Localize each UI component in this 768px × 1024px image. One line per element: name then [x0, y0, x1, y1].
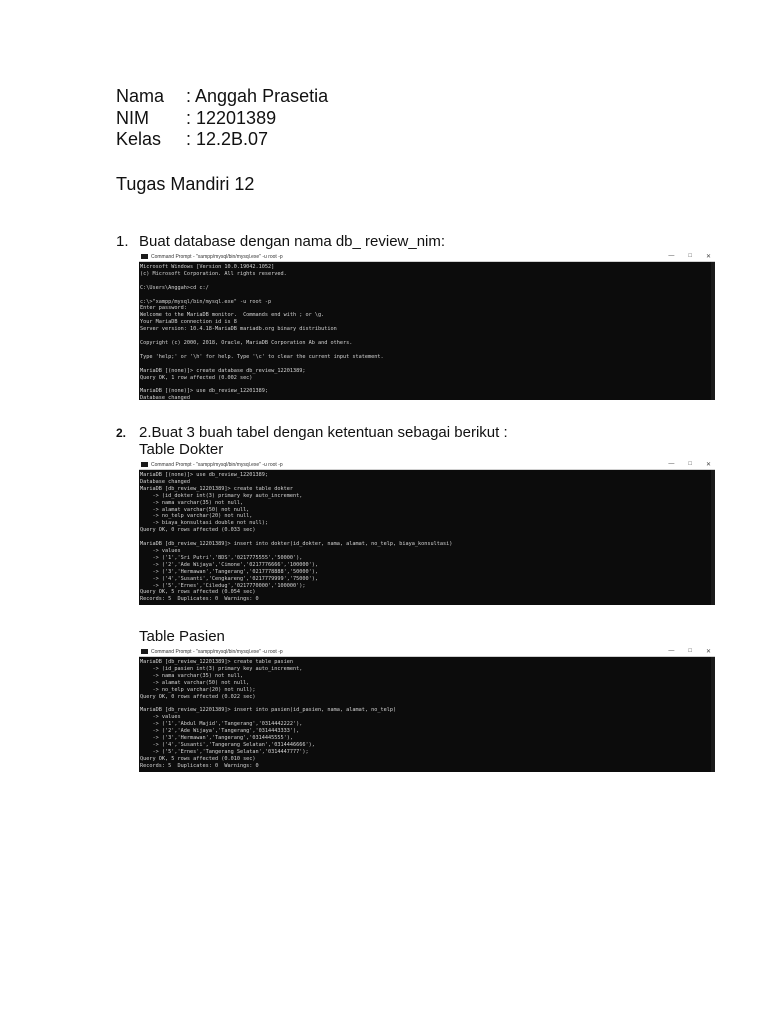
cmd-icon	[141, 649, 148, 654]
info-value: : Anggah Prasetia	[186, 86, 329, 106]
terminal-line: -> (id_dokter int(3) primary key auto_increment,	[140, 492, 303, 499]
terminal-line: -> ('2','Ade Wijaya','Tangerang','0314443333'),	[140, 728, 300, 735]
window-controls	[668, 461, 715, 468]
terminal-line: Database changed	[140, 395, 190, 402]
terminal-line: MariaDB [(none)]> use db_review_12201389;	[140, 472, 269, 478]
terminal-line	[140, 381, 715, 388]
terminal-line: c:\>"xampp/mysql/bin/mysql.exe" -u root -p	[140, 298, 272, 305]
terminal-line: -> alamat varchar(50) not null,	[140, 506, 250, 513]
item-text: Buat database dengan nama db_ review_nim:	[139, 233, 446, 250]
terminal-line	[140, 347, 715, 354]
close-icon: ✕	[705, 254, 711, 260]
terminal-screenshot-table-dokter	[139, 460, 715, 605]
terminal-line: -> alamat varchar(50) not null,	[140, 679, 250, 686]
terminal-output	[139, 470, 715, 603]
terminal-line: -> biaya_konsultasi double not null);	[140, 520, 269, 527]
terminal-line: -> ('4','Susanti','Cengkareng','0217779999','75000'),	[140, 575, 319, 582]
terminal-line	[140, 534, 715, 541]
window-title: Command Prompt - "xampp/mysql/bin/mysql.exe" -u root -p	[151, 648, 283, 655]
terminal-line: -> no_telp varchar(20) not null);	[140, 686, 256, 693]
terminal-line: -> ('2','Ade Wijaya','Cimone','0217776666','100000'),	[140, 561, 319, 568]
cmd-icon	[141, 254, 148, 259]
info-value: : 12.2B.07	[186, 129, 269, 149]
terminal-line: -> ('1','Abdul Majid','Tangerang','0314442222'),	[140, 721, 303, 728]
window-titlebar	[139, 252, 715, 262]
minimize-icon: —	[668, 253, 675, 259]
list-item-1	[116, 233, 445, 250]
terminal-line	[140, 333, 715, 340]
terminal-screenshot-table-pasien	[139, 647, 715, 772]
window-controls	[668, 648, 715, 655]
info-label: NIM	[116, 107, 149, 128]
terminal-line: Server version: 10.4.18-MariaDB mariadb.org binary distribution	[140, 326, 337, 333]
terminal-line: Records: 5 Duplicates: 0 Warnings: 0	[140, 762, 259, 769]
terminal-line: -> ('3','Hermawan','Tangerang','0314445555'),	[140, 734, 294, 741]
info-label: Kelas	[116, 129, 162, 149]
terminal-line: -> nama varchar(35) not null,	[140, 672, 244, 679]
terminal-line: MariaDB [db_review_12201389]> create table pasien	[140, 659, 294, 665]
info-row-kelas	[116, 129, 328, 151]
student-info	[116, 86, 328, 151]
terminal-line: Type 'help;' or '\h' for help. Type '\c' to clear the current input statement.	[140, 353, 384, 360]
item-text: 2.Buat 3 buah tabel dengan ketentuan sebagai berikut :	[139, 424, 508, 441]
info-row-nama	[116, 86, 328, 108]
terminal-line: Query OK, 5 rows affected (0.054 sec)	[140, 589, 256, 596]
terminal-line: MariaDB [(none)]> create database db_review_12201389;	[140, 367, 306, 374]
terminal-line: MariaDB [db_review_12201389]> insert into pasien(id_pasien, nama, alamat, no_telp)	[140, 707, 397, 714]
item-number: 2.	[116, 426, 127, 440]
terminal-line: -> values	[140, 547, 181, 554]
terminal-line	[140, 361, 715, 368]
info-label: Nama	[116, 86, 165, 106]
terminal-line: -> ('4','Susanti','Tangerang Selatan','0314446666'),	[140, 741, 315, 748]
info-row-nim	[116, 108, 328, 130]
label-table-pasien: Table Pasien	[139, 628, 225, 645]
terminal-line: MariaDB [db_review_12201389]> create table dokter	[140, 485, 294, 492]
scrollbar	[711, 262, 715, 400]
task-title: Tugas Mandiri 12	[116, 174, 255, 194]
close-icon: ✕	[705, 649, 711, 655]
close-icon: ✕	[705, 462, 711, 468]
minimize-icon: —	[668, 648, 675, 654]
terminal-line	[140, 278, 715, 285]
terminal-output	[139, 262, 715, 402]
terminal-output	[139, 657, 715, 770]
terminal-line: Enter password:	[140, 305, 187, 312]
window-title: Command Prompt - "xampp/mysql/bin/mysql.exe" -u root -p	[151, 253, 283, 260]
terminal-line: -> ('1','Sri Putri','BDS','0217775555','50000'),	[140, 554, 303, 561]
scrollbar	[711, 657, 715, 772]
terminal-line: Query OK, 0 rows affected (0.022 sec)	[140, 693, 256, 700]
terminal-line: MariaDB [(none)]> use db_review_12201389;	[140, 388, 269, 395]
terminal-line: -> ('5','Ernes','Tangerang Selatan','0314447777');	[140, 748, 309, 755]
terminal-line: Microsoft Windows [Version 10.0.19042.1052]	[140, 264, 275, 270]
window-title: Command Prompt - "xampp/mysql/bin/mysql.exe" -u root -p	[151, 461, 283, 468]
terminal-line: -> ('5','Ernes','Ciledug','0217770000','100000');	[140, 582, 306, 589]
window-titlebar	[139, 647, 715, 657]
terminal-line	[140, 292, 715, 299]
cmd-icon	[141, 462, 148, 467]
info-value: : 12201389	[186, 107, 277, 128]
terminal-line: Copyright (c) 2000, 2018, Oracle, MariaDB Corporation Ab and others.	[140, 339, 353, 346]
terminal-line: (c) Microsoft Corporation. All rights reserved.	[140, 270, 287, 277]
terminal-line: Welcome to the MariaDB monitor. Commands end with ; or \g.	[140, 312, 325, 319]
window-titlebar	[139, 460, 715, 470]
list-item-2	[116, 424, 508, 441]
maximize-icon: □	[688, 253, 692, 259]
minimize-icon: —	[668, 461, 675, 467]
terminal-line	[140, 700, 715, 707]
terminal-line: -> no_telp varchar(20) not null,	[140, 513, 253, 520]
label-table-dokter: Table Dokter	[139, 441, 224, 458]
terminal-line: Your MariaDB connection id is 8	[140, 319, 237, 326]
terminal-screenshot-create-db	[139, 252, 715, 400]
window-controls	[668, 253, 715, 260]
terminal-line: MariaDB [db_review_12201389]> insert into dokter(id_dokter, nama, alamat, no_telp, biaya_konsultasi)	[140, 541, 453, 548]
terminal-line: Query OK, 5 rows affected (0.010 sec)	[140, 755, 256, 762]
maximize-icon: □	[688, 648, 692, 654]
terminal-line: -> ('3','Hermawan','Tangerang','0217778888','50000'),	[140, 568, 319, 575]
terminal-line: C:\Users\Anggah>cd c:/	[140, 284, 209, 291]
terminal-line: Database changed	[140, 478, 190, 485]
terminal-line: -> nama varchar(35) not null,	[140, 499, 244, 506]
terminal-line: -> values	[140, 714, 181, 721]
terminal-line: -> (id_pasien int(3) primary key auto_increment,	[140, 665, 303, 672]
terminal-line: Query OK, 0 rows affected (0.033 sec)	[140, 527, 256, 534]
scrollbar	[711, 470, 715, 605]
terminal-line: Query OK, 1 row affected (0.002 sec)	[140, 374, 253, 381]
maximize-icon: □	[688, 461, 692, 467]
item-number: 1.	[116, 233, 129, 250]
terminal-line: Records: 5 Duplicates: 0 Warnings: 0	[140, 596, 259, 603]
